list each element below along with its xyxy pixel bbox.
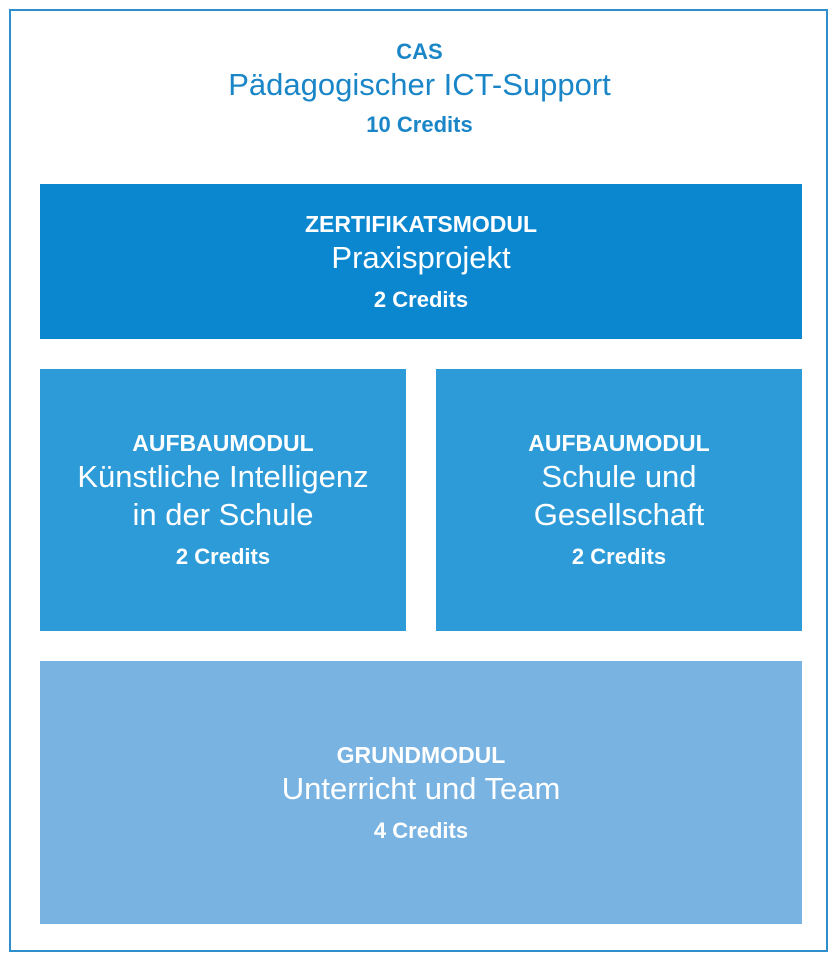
certificate-module-kind: ZERTIFIKATSMODUL bbox=[304, 210, 538, 237]
advanced-module-ai-credits: 2 Credits bbox=[175, 544, 271, 569]
certificate-module bbox=[40, 184, 802, 339]
program-credits: 10 Credits bbox=[366, 112, 473, 137]
advanced-module-ai-title bbox=[77, 458, 368, 534]
base-module-credits: 4 Credits bbox=[373, 817, 469, 843]
advanced-module-ai-title-line2: in der Schule bbox=[132, 497, 314, 532]
advanced-module-society-title-line1: Schule und bbox=[541, 459, 697, 494]
advanced-module-society bbox=[436, 369, 802, 631]
advanced-module-society-title bbox=[534, 458, 705, 534]
program-header bbox=[0, 38, 839, 140]
certificate-module-credits: 2 Credits bbox=[373, 286, 469, 312]
advanced-module-ai-title-line1: Künstliche Intelligenz bbox=[77, 459, 369, 494]
base-module bbox=[40, 661, 802, 924]
base-module-title: Unterricht und Team bbox=[281, 770, 561, 806]
program-title: Pädagogischer ICT-Support bbox=[228, 67, 611, 102]
program-kind: CAS bbox=[396, 39, 443, 64]
certificate-module-title: Praxisprojekt bbox=[331, 239, 511, 275]
advanced-module-ai bbox=[40, 369, 406, 631]
advanced-module-society-title-line2: Gesellschaft bbox=[533, 497, 705, 532]
advanced-module-society-credits: 2 Credits bbox=[571, 544, 667, 569]
advanced-module-ai-kind: AUFBAUMODUL bbox=[132, 430, 314, 456]
advanced-module-society-kind: AUFBAUMODUL bbox=[528, 430, 710, 456]
base-module-kind: GRUNDMODUL bbox=[336, 741, 506, 768]
